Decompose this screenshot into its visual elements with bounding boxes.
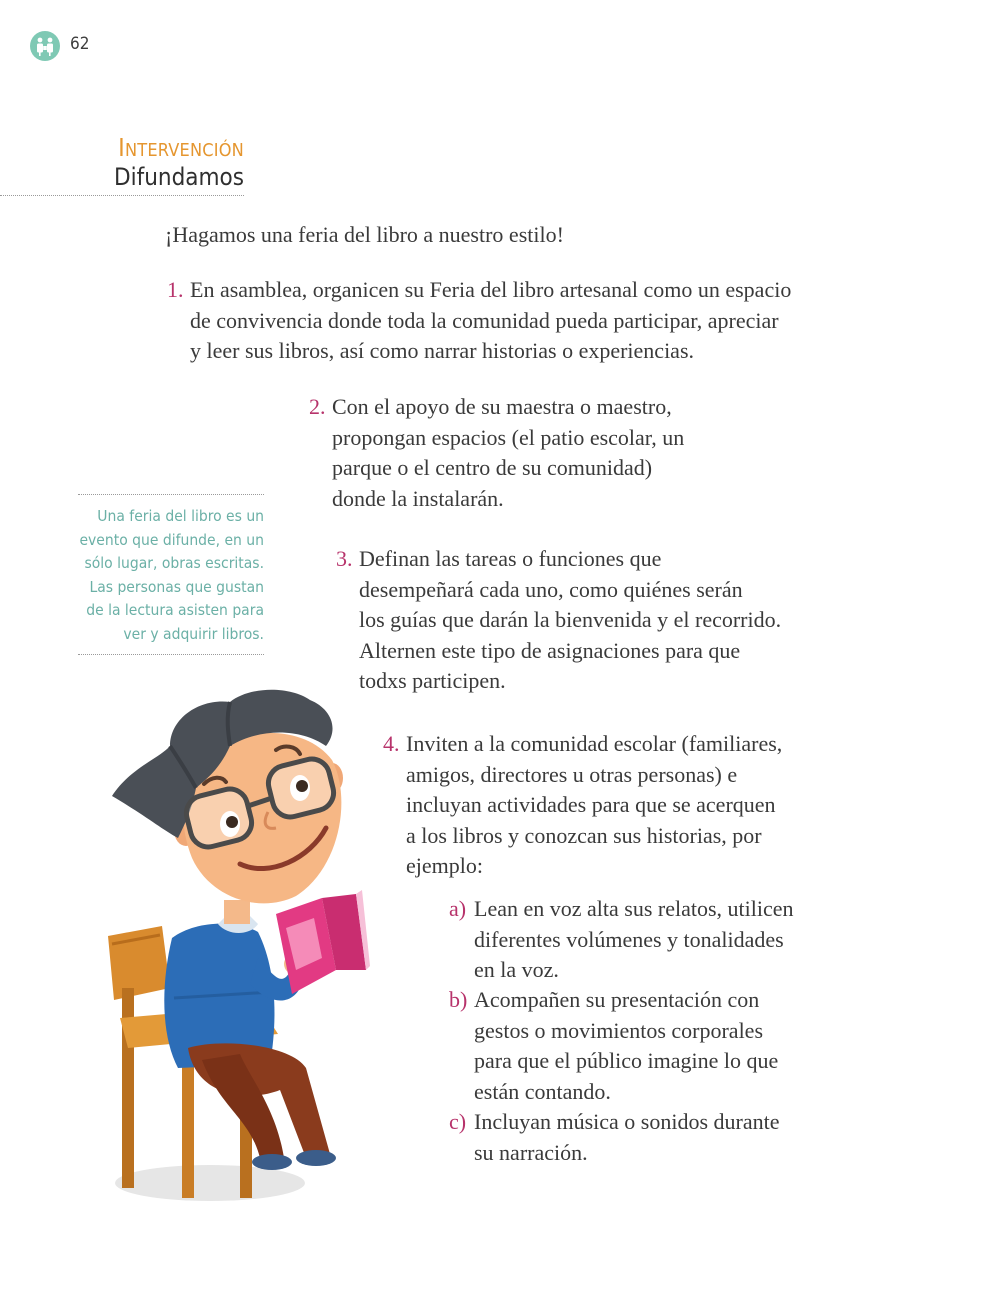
step-number: 4. bbox=[383, 731, 400, 756]
sub-item-letter: a) bbox=[449, 896, 467, 921]
step-number: 1. bbox=[167, 277, 184, 302]
step-line: incluyan actividades para que se acerquen bbox=[406, 792, 776, 817]
sub-item-line: están contando. bbox=[474, 1078, 611, 1104]
step-3 bbox=[336, 544, 782, 697]
step-line: donde la instalarán. bbox=[332, 485, 504, 511]
step-line: Con el apoyo de su maestra o maestro, bbox=[332, 394, 672, 419]
sub-item-line: Incluyan música o sonidos durante bbox=[474, 1109, 780, 1134]
sub-item-line: gestos o movimientos corporales bbox=[474, 1017, 764, 1043]
side-note-line: evento que difunde, en un bbox=[79, 530, 264, 549]
side-note-line: de la lectura asisten para bbox=[86, 601, 264, 619]
step-line: parque o el centro de su comunidad) bbox=[332, 455, 653, 480]
step-number: 3. bbox=[336, 546, 353, 571]
sub-item-line: su narración. bbox=[474, 1139, 588, 1165]
sub-item-line: Acompañen su presentación con bbox=[474, 987, 760, 1012]
step-line: desempeñará cada uno, como quiénes serán bbox=[359, 576, 743, 602]
section-title: Difundamos bbox=[113, 163, 244, 191]
side-note bbox=[78, 494, 264, 655]
step-line: todxs participen. bbox=[359, 668, 506, 693]
step-line: a los libros y conozcan sus historias, por bbox=[406, 822, 762, 848]
step-line: ejemplo: bbox=[406, 853, 483, 878]
step-4 bbox=[383, 729, 783, 882]
sub-item-c bbox=[449, 1107, 780, 1168]
side-note-line: ver y adquirir libros. bbox=[123, 624, 264, 643]
step-line: propongan espacios (el patio escolar, un bbox=[332, 424, 685, 450]
step-line: amigos, directores u otras personas) e bbox=[406, 761, 738, 787]
side-note-line: Una feria del libro es un bbox=[97, 507, 264, 525]
sub-item-line: diferentes volúmenes y tonalidades bbox=[474, 926, 784, 952]
intro-text: ¡Hagamos una feria del libro a nuestro estilo! bbox=[165, 222, 564, 247]
page-number: 62 bbox=[70, 34, 90, 54]
step-line: de convivencia donde toda la comunidad pueda participar, apreciar bbox=[190, 307, 779, 333]
side-note-line: Las personas que gustan bbox=[89, 577, 264, 596]
step-line: los guías que darán la bienvenida y el recorrido. bbox=[359, 607, 782, 632]
step-1 bbox=[167, 275, 792, 367]
reading-family-icon bbox=[34, 35, 56, 57]
step-line: Alternen este tipo de asignaciones para que bbox=[359, 637, 741, 663]
sub-item-line: en la voz. bbox=[474, 957, 559, 982]
step-line: Inviten a la comunidad escolar (familiares, bbox=[406, 731, 783, 756]
sub-item-letter: c) bbox=[449, 1109, 467, 1134]
sub-item-line: Lean en voz alta sus relatos, utilicen bbox=[474, 896, 794, 921]
boy-reading-book-illustration bbox=[100, 688, 390, 1218]
step-number: 2. bbox=[309, 394, 326, 419]
page-badge-icon bbox=[30, 31, 60, 61]
sub-item-line: para que el público imagine lo que bbox=[474, 1048, 779, 1073]
side-note-line: sólo lugar, obras escritas. bbox=[84, 554, 264, 572]
heading-divider bbox=[0, 195, 244, 196]
section-label: Intervención bbox=[118, 133, 244, 162]
sub-item-letter: b) bbox=[449, 987, 468, 1012]
step-line: En asamblea, organicen su Feria del libro artesanal como un espacio bbox=[190, 277, 792, 302]
sub-item-a bbox=[449, 894, 794, 986]
step-line: y leer sus libros, así como narrar historias o experiencias. bbox=[190, 338, 695, 363]
step-2 bbox=[309, 392, 685, 514]
sub-item-b bbox=[449, 985, 779, 1107]
step-line: Definan las tareas o funciones que bbox=[359, 546, 662, 571]
